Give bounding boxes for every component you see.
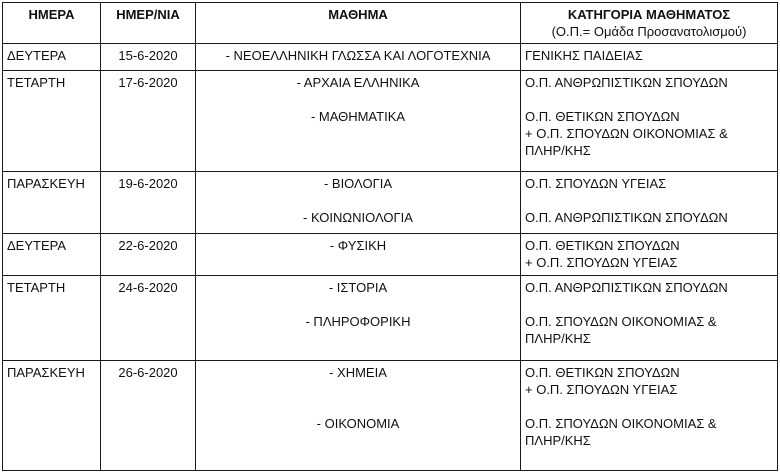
table-row: [3, 44, 778, 71]
category-cell: [521, 276, 778, 361]
table-row: [3, 172, 778, 234]
day-cell: ΠΑΡΑΣΚΕΥΗ: [3, 361, 101, 471]
day-cell: ΔΕΥΤΕΡΑ: [3, 234, 101, 276]
category-line: Ο.Π. ΘΕΤΙΚΩΝ ΣΠΟΥΔΩΝ: [525, 109, 680, 124]
category-line: Ο.Π. ΑΝΘΡΩΠΙΣΤΙΚΩΝ ΣΠΟΥΔΩΝ: [525, 75, 728, 90]
header-row: [3, 3, 778, 44]
subject-cell: [196, 361, 521, 471]
header-subject: ΜΑΘΗΜΑ: [196, 3, 521, 44]
subject-cell: [196, 234, 521, 276]
header-day: ΗΜΕΡΑ: [3, 3, 101, 44]
subject-line: - ΦΥΣΙΚΗ: [329, 238, 387, 253]
category-line: ΠΛΗΡ/ΚΗΣ: [525, 331, 591, 346]
date-cell: 19-6-2020: [101, 172, 196, 234]
category-line: Ο.Π. ΑΝΘΡΩΠΙΣΤΙΚΩΝ ΣΠΟΥΔΩΝ: [525, 280, 728, 295]
subject-line: - ΑΡΧΑΙΑ ΕΛΛΗΝΙΚΑ: [296, 75, 420, 90]
subject-line: - ΜΑΘΗΜΑΤΙΚΑ: [310, 109, 406, 124]
category-line: Ο.Π. ΣΠΟΥΔΩΝ ΥΓΕΙΑΣ: [525, 176, 667, 191]
subject-line: - ΠΛΗΡΟΦΟΡΙΚΗ: [305, 314, 411, 329]
header-category: [521, 3, 778, 44]
day-cell: ΔΕΥΤΕΡΑ: [3, 44, 101, 71]
category-line: Ο.Π. ΑΝΘΡΩΠΙΣΤΙΚΩΝ ΣΠΟΥΔΩΝ: [525, 210, 728, 225]
date-cell: 24-6-2020: [101, 276, 196, 361]
category-line: ΓΕΝΙΚΗΣ ΠΑΙΔΕΙΑΣ: [525, 48, 643, 63]
exam-schedule: [2, 2, 777, 471]
header-category-note: (Ο.Π.= Ομάδα Προσανατολισμού): [551, 24, 747, 39]
date-cell: 26-6-2020: [101, 361, 196, 471]
date-cell: 17-6-2020: [101, 71, 196, 172]
category-line: ΠΛΗΡ/ΚΗΣ: [525, 143, 591, 158]
category-cell: [521, 361, 778, 471]
category-line: Ο.Π. ΣΠΟΥΔΩΝ ΟΙΚΟΝΟΜΙΑΣ &: [525, 314, 717, 329]
table-row: [3, 71, 778, 172]
subject-line: - ΚΟΙΝΩΝΙΟΛΟΓΙΑ: [303, 210, 413, 225]
subject-line: - ΟΙΚΟΝΟΜΙΑ: [316, 416, 400, 431]
category-line: + Ο.Π. ΣΠΟΥΔΩΝ ΥΓΕΙΑΣ: [525, 255, 678, 270]
subject-cell: [196, 44, 521, 71]
subject-line: - ΒΙΟΛΟΓΙΑ: [323, 176, 393, 191]
category-line: ΠΛΗΡ/ΚΗΣ: [525, 433, 591, 448]
subject-cell: [196, 71, 521, 172]
category-cell: [521, 71, 778, 172]
category-line: Ο.Π. ΣΠΟΥΔΩΝ ΟΙΚΟΝΟΜΙΑΣ &: [525, 416, 717, 431]
exam-schedule-table: [2, 2, 778, 471]
table-row: [3, 361, 778, 471]
category-line: + Ο.Π. ΣΠΟΥΔΩΝ ΥΓΕΙΑΣ: [525, 382, 678, 397]
subject-line: - ΧΗΜΕΙΑ: [329, 365, 387, 380]
header-date: ΗΜΕΡ/ΝΙΑ: [101, 3, 196, 44]
date-cell: 22-6-2020: [101, 234, 196, 276]
category-cell: [521, 172, 778, 234]
category-line: Ο.Π. ΘΕΤΙΚΩΝ ΣΠΟΥΔΩΝ: [525, 365, 680, 380]
subject-cell: [196, 172, 521, 234]
category-line: + Ο.Π. ΣΠΟΥΔΩΝ ΟΙΚΟΝΟΜΙΑΣ &: [525, 126, 728, 141]
day-cell: ΤΕΤΑΡΤΗ: [3, 71, 101, 172]
subject-line: - ΝΕΟΕΛΛΗΝΙΚΗ ΓΛΩΣΣΑ ΚΑΙ ΛΟΓΟΤΕΧΝΙΑ: [225, 48, 491, 63]
day-cell: ΠΑΡΑΣΚΕΥΗ: [3, 172, 101, 234]
subject-line: - ΙΣΤΟΡΙΑ: [328, 280, 388, 295]
category-cell: [521, 234, 778, 276]
header-category-title: ΚΑΤΗΓΟΡΙΑ ΜΑΘΗΜΑΤΟΣ: [567, 7, 731, 22]
category-line: Ο.Π. ΘΕΤΙΚΩΝ ΣΠΟΥΔΩΝ: [525, 238, 680, 253]
subject-cell: [196, 276, 521, 361]
day-cell: ΤΕΤΑΡΤΗ: [3, 276, 101, 361]
table-row: [3, 234, 778, 276]
table-row: [3, 276, 778, 361]
date-cell: 15-6-2020: [101, 44, 196, 71]
category-cell: [521, 44, 778, 71]
